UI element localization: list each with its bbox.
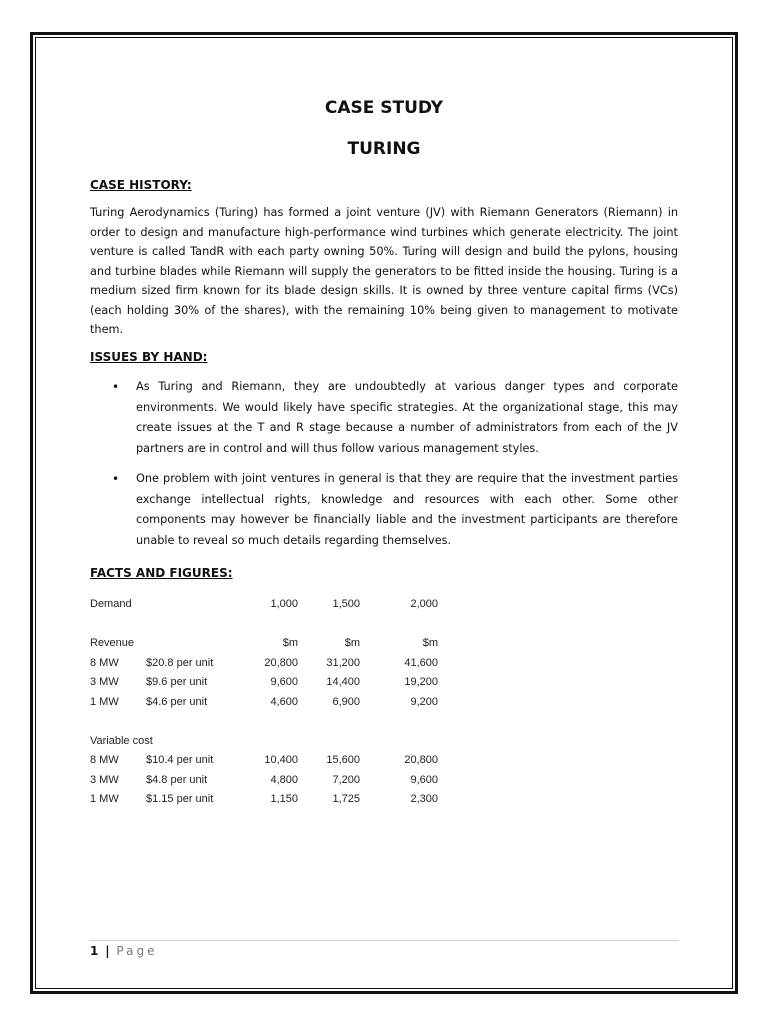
table-row-variable-header xyxy=(90,735,450,755)
issues-list xyxy=(90,377,678,561)
case-history-paragraph: Turing Aerodynamics (Turing) has formed a joint venture (JV) with Riemann Generators (Riemann) in order to design and manufacture high-performance wind turbines which generate electricity. The joint venture is called TandR with each party owning 50%. Turing will design and build the pylons, housing and turbine blades while Riemann will supply the generators to be fitted inside the housing. Turing is a medium sized firm known for its blade design skills. It is owned by three venture capital firms (VCs) (each holding 30% of the shares), with the remaining 10% being given to management to motivate them. xyxy=(90,206,678,336)
table-cell: 9,600 xyxy=(410,773,438,786)
table-cell: 7,200 xyxy=(332,773,360,786)
footer-divider xyxy=(90,940,678,941)
table-spacer xyxy=(90,715,450,735)
table-cell: 15,600 xyxy=(326,754,360,766)
revenue-label: Revenue xyxy=(90,637,135,649)
document-title: CASE STUDY xyxy=(324,98,444,118)
table-cell: 3 MW xyxy=(90,773,119,786)
bullet-icon: • xyxy=(112,472,120,486)
page-label: Page xyxy=(116,944,158,958)
table-row-demand xyxy=(90,598,450,618)
facts-heading: FACTS AND FIGURES: xyxy=(90,566,233,580)
table-cell: 6,900 xyxy=(332,695,360,708)
table-spacer xyxy=(90,618,450,638)
table-cell: $10.4 per unit xyxy=(146,754,214,766)
table-cell: 14,400 xyxy=(326,676,360,688)
table-cell: 41,600 xyxy=(404,656,438,669)
table-row xyxy=(90,696,450,716)
table-cell: 4,600 xyxy=(270,695,298,708)
table-cell: 3 MW xyxy=(90,676,119,688)
table-cell: 4,800 xyxy=(270,773,298,786)
table-cell: 1 MW xyxy=(90,695,119,708)
table-row xyxy=(90,657,450,677)
page-number: 1 xyxy=(90,944,99,958)
table-row-revenue-header xyxy=(90,637,450,657)
issue-text: As Turing and Riemann, they are undoubtedly at various danger types and corporate environments. We would likely have specific strategies. At the organizational stage, this may create issues at the T and R stage because a number of administrators from each of the JV partners are in control and will thus follow various management styles. xyxy=(136,380,678,455)
document-subtitle: TURING xyxy=(347,139,421,159)
table-cell: $m xyxy=(422,637,438,649)
table-cell: 9,200 xyxy=(410,695,438,708)
footer-separator: | xyxy=(105,944,110,958)
table-cell: 8 MW xyxy=(90,754,119,766)
table-cell: 20,800 xyxy=(264,656,298,669)
list-item xyxy=(90,469,678,551)
table-cell: 2,300 xyxy=(410,793,438,805)
demand-label: Demand xyxy=(90,598,132,610)
table-cell: $9.6 per unit xyxy=(146,676,208,688)
table-cell: 10,400 xyxy=(264,754,298,766)
table-cell: 1,150 xyxy=(270,793,298,805)
table-cell: 1 MW xyxy=(90,793,119,805)
table-row xyxy=(90,774,450,794)
table-cell: 8 MW xyxy=(90,656,119,669)
table-cell: $m xyxy=(282,637,298,649)
table-cell: 20,800 xyxy=(404,754,438,766)
bullet-icon: • xyxy=(112,380,120,394)
table-cell: 2,000 xyxy=(410,598,438,610)
table-cell: 1,000 xyxy=(270,598,298,610)
table-cell: 19,200 xyxy=(404,676,438,688)
table-cell: 1,500 xyxy=(332,598,360,610)
table-cell: $4.8 per unit xyxy=(146,773,208,786)
table-cell: 31,200 xyxy=(326,656,360,669)
table-row xyxy=(90,793,450,813)
table-cell: $4.6 per unit xyxy=(146,695,208,708)
list-item xyxy=(90,377,678,459)
page-footer xyxy=(90,944,157,958)
table-row xyxy=(90,676,450,696)
table-cell: $1.15 per unit xyxy=(146,793,214,805)
facts-table xyxy=(90,598,450,813)
issues-heading: ISSUES BY HAND: xyxy=(90,350,208,364)
issue-text: One problem with joint ventures in general is that they are require that the investment parties exchange intellectual rights, knowledge and resources with each other. Some other components may however be financially liable and the investment participants are therefore unable to reveal so much details regarding themselves. xyxy=(136,472,678,547)
variable-cost-label: Variable cost xyxy=(90,734,153,747)
case-history-heading: CASE HISTORY: xyxy=(90,178,192,192)
table-cell: 9,600 xyxy=(270,676,298,688)
table-cell: $m xyxy=(344,637,360,649)
table-cell: 1,725 xyxy=(332,793,360,805)
table-cell: $20.8 per unit xyxy=(146,656,214,669)
table-row xyxy=(90,754,450,774)
